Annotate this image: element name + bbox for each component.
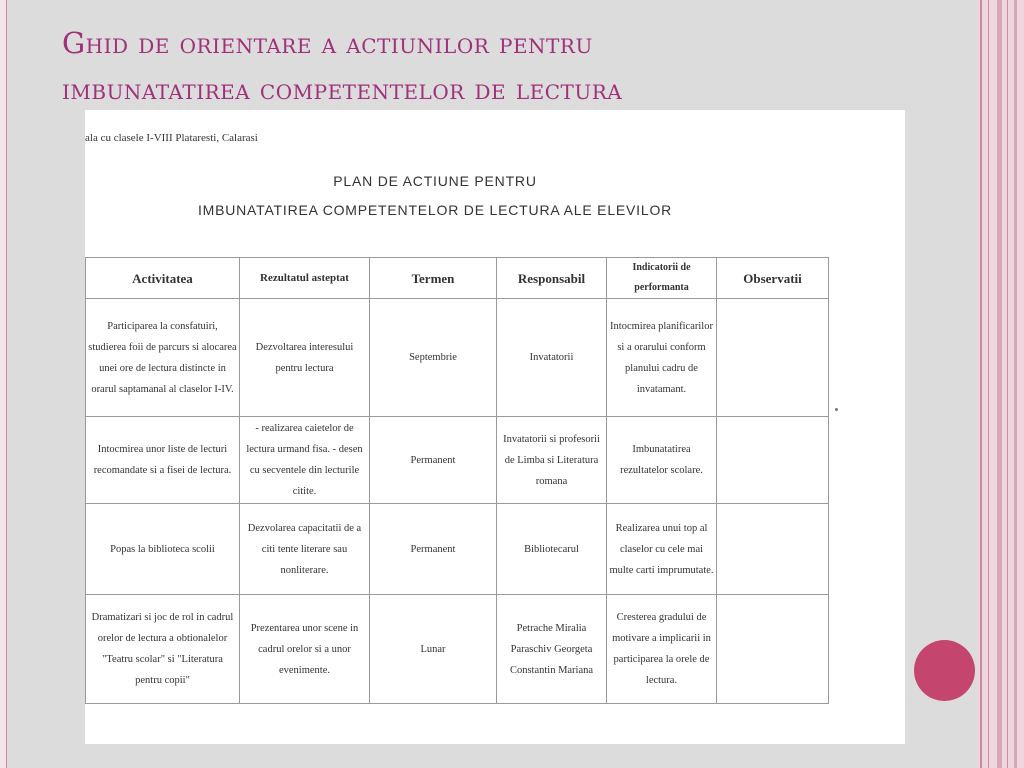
table-cell: Participarea la consfatuiri, studierea foii de parcurs si alocarea unei ore de lectura distincte in orarul saptamanal al claselor I-IV. [86,299,240,417]
table-cell: Realizarea unui top al claselor cu cele mai multe carti imprumutate. [607,504,717,595]
table-row [86,504,829,595]
table-header-row [86,258,829,299]
table-cell: - realizarea caietelor de lectura urmand fisa. - desen cu secventele din lecturile citite. [240,417,370,504]
table-cell: Dramatizari si joc de rol in cadrul orelor de lectura a obtionalelor "Teatru scolar" si "Literatura pentru copii" [86,595,240,704]
table-cell: Invatatorii si profesorii de Limba si Literatura romana [497,417,607,504]
header-observatii: Observatii [717,258,829,299]
table-cell: Bibliotecarul [497,504,607,595]
table-cell: Prezentarea unor scene in cadrul orelor si a unor evenimente. [240,595,370,704]
action-plan-table [85,257,829,704]
header-termen: Termen [370,258,497,299]
table-cell: Intocmirea planificarilor si a orarului conform planului cadru de invatamant. [607,299,717,417]
slide-title-line1: Ghid de orientare a actiunilor pentru [62,26,593,60]
table-cell [717,417,829,504]
table-cell: Permanent [370,417,497,504]
table-row [86,299,829,417]
table-cell: Cresterea gradului de motivare a implicarii in participarea la orele de lectura. [607,595,717,704]
table-cell: Imbunatatirea rezultatelor scolare. [607,417,717,504]
accent-circle-decoration [914,640,975,701]
header-responsabil: Responsabil [497,258,607,299]
table-cell [717,595,829,704]
scanned-document [85,110,905,744]
table-cell [717,299,829,417]
table-cell: Petrache Miralia Paraschiv Georgeta Constantin Mariana [497,595,607,704]
table-cell: Popas la biblioteca scolii [86,504,240,595]
header-rezultatul: Rezultatul asteptat [240,258,370,299]
plan-title-line2: IMBUNATATIREA COMPETENTELOR DE LECTURA ALE ELEVILOR [197,202,673,218]
table-cell [717,504,829,595]
table-cell: Dezvoltarea interesului pentru lectura [240,299,370,417]
table-cell: Dezvolarea capacitatii de a citi tente literare sau nonliterare. [240,504,370,595]
table-cell: Invatatorii [497,299,607,417]
scan-speck [835,408,838,411]
right-stripes-decoration [977,0,1024,768]
slide-title [62,20,922,112]
header-indicatorii: Indicatorii de performanta [607,258,717,299]
left-border-decoration [0,0,7,768]
table-cell: Intocmirea unor liste de lecturi recomandate si a fisei de lectura. [86,417,240,504]
table-cell: Permanent [370,504,497,595]
school-name: ala cu clasele I-VIII Plataresti, Calarasi [85,132,258,144]
plan-title-line1: PLAN DE ACTIUNE PENTRU [333,173,537,189]
table-row [86,595,829,704]
table-cell: Septembrie [370,299,497,417]
table-cell: Lunar [370,595,497,704]
table-row [86,417,829,504]
header-activitatea: Activitatea [86,258,240,299]
slide-title-line2: imbunatatirea competentelor de lectura [62,72,623,106]
